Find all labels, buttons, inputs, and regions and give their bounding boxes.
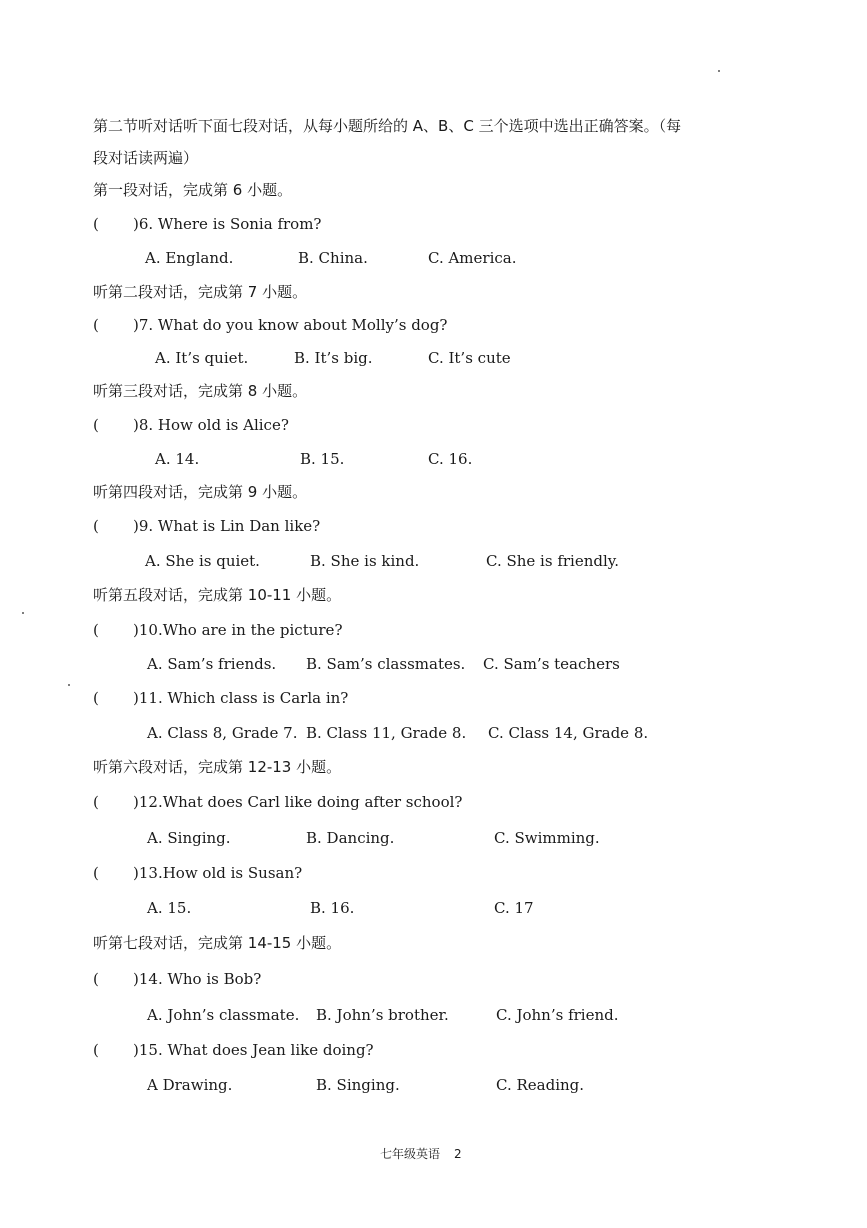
dialog-heading-6: 听第六段对话，完成第 12-13 小题。 — [93, 758, 342, 776]
question-8-text: )8. How old is Alice? — [133, 416, 289, 434]
question-9-text: )9. What is Lin Dan like? — [133, 517, 321, 535]
question-11-text: )11. Which class is Carla in? — [133, 689, 349, 707]
question-14-option-a: A. John’s classmate. — [147, 1006, 300, 1024]
question-12-option-c: C. Swimming. — [494, 829, 600, 847]
scan-speck — [718, 70, 720, 72]
question-9-option-c: C. She is friendly. — [486, 552, 620, 570]
dialog-heading-3: 听第三段对话，完成第 8 小题。 — [93, 382, 308, 400]
question-15-text: )15. What does Jean like doing? — [133, 1041, 374, 1059]
question-9-option-a: A. She is quiet. — [145, 552, 260, 570]
question-8-option-a: A. 14. — [155, 450, 200, 468]
question-6-text: )6. Where is Sonia from? — [133, 215, 322, 233]
question-6-option-a: A. England. — [145, 249, 234, 267]
question-11-option-c: C. Class 14, Grade 8. — [488, 724, 649, 742]
question-15-option-c: C. Reading. — [496, 1076, 585, 1094]
question-12-option-a: A. Singing. — [147, 829, 231, 847]
page-footer — [380, 1145, 476, 1162]
question-9-option-b: B. She is kind. — [310, 552, 420, 570]
question-15-option-b: B. Singing. — [316, 1076, 400, 1094]
page-number: 2 — [454, 1147, 462, 1161]
scan-speck — [22, 612, 24, 614]
question-8-option-c: C. 16. — [428, 450, 473, 468]
answer-paren[interactable]: ( — [93, 316, 99, 334]
question-13-option-a: A. 15. — [147, 899, 192, 917]
question-11-option-b: B. Class 11, Grade 8. — [306, 724, 467, 742]
question-10-option-a: A. Sam’s friends. — [147, 655, 277, 673]
answer-paren[interactable]: ( — [93, 864, 99, 882]
question-7-text: )7. What do you know about Molly’s dog? — [133, 316, 448, 334]
dialog-heading-1: 第一段对话，完成第 6 小题。 — [93, 181, 293, 199]
answer-paren[interactable]: ( — [93, 517, 99, 535]
scan-speck — [68, 684, 70, 686]
dialog-heading-7: 听第七段对话，完成第 14-15 小题。 — [93, 934, 342, 952]
dialog-heading-2: 听第二段对话，完成第 7 小题。 — [93, 283, 308, 301]
question-15-option-a: A Drawing. — [147, 1076, 233, 1094]
answer-paren[interactable]: ( — [93, 416, 99, 434]
dialog-heading-4: 听第四段对话，完成第 9 小题。 — [93, 483, 308, 501]
question-14-text: )14. Who is Bob? — [133, 970, 262, 988]
question-7-option-a: A. It’s quiet. — [155, 349, 249, 367]
question-10-text: )10.Who are in the picture? — [133, 621, 343, 639]
question-7-option-b: B. It’s big. — [294, 349, 373, 367]
answer-paren[interactable]: ( — [93, 689, 99, 707]
section-intro-line-2: 段对话读两遍） — [93, 149, 199, 167]
answer-paren[interactable]: ( — [93, 1041, 99, 1059]
question-8-option-b: B. 15. — [300, 450, 345, 468]
question-10-option-c: C. Sam’s teachers — [483, 655, 620, 673]
question-11-option-a: A. Class 8, Grade 7. — [147, 724, 298, 742]
question-14-option-c: C. John’s friend. — [496, 1006, 619, 1024]
question-13-text: )13.How old is Susan? — [133, 864, 303, 882]
question-14-option-b: B. John’s brother. — [316, 1006, 449, 1024]
question-7-option-c: C. It’s cute — [428, 349, 511, 367]
answer-paren[interactable]: ( — [93, 970, 99, 988]
question-6-option-b: B. China. — [298, 249, 368, 267]
question-13-option-b: B. 16. — [310, 899, 355, 917]
answer-paren[interactable]: ( — [93, 793, 99, 811]
footer-subject: 七年级英语 — [380, 1147, 441, 1161]
answer-paren[interactable]: ( — [93, 215, 99, 233]
question-10-option-b: B. Sam’s classmates. — [306, 655, 466, 673]
answer-paren[interactable]: ( — [93, 621, 99, 639]
section-intro-line-1: 第二节听对话听下面七段对话，从每小题所给的 A、B、C 三个选项中选出正确答案。（每 — [93, 117, 682, 135]
question-6-option-c: C. America. — [428, 249, 517, 267]
dialog-heading-5: 听第五段对话，完成第 10-11 小题。 — [93, 586, 342, 604]
question-13-option-c: C. 17 — [494, 899, 534, 917]
question-12-text: )12.What does Carl like doing after school? — [133, 793, 463, 811]
question-12-option-b: B. Dancing. — [306, 829, 395, 847]
